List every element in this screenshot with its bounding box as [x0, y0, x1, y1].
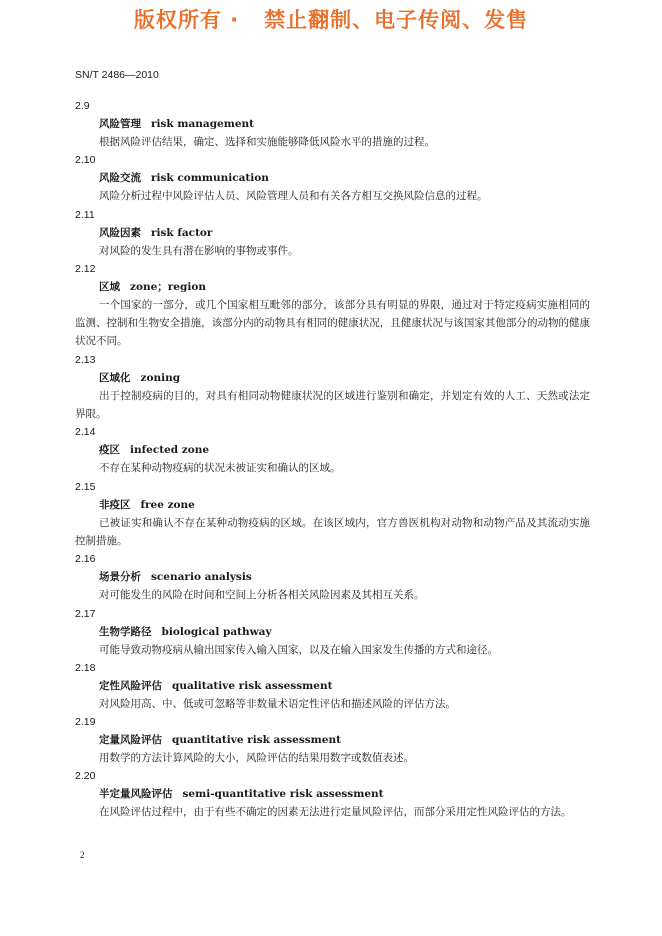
- term-cn: 风险管理: [99, 118, 141, 130]
- term-heading: [75, 623, 590, 641]
- term-en: risk management: [151, 118, 255, 130]
- term-heading: [75, 677, 590, 695]
- term-definition: 风险分析过程中风险评估人员、风险管理人员和有关各方相互交换风险信息的过程。: [99, 190, 488, 203]
- clause-number: 2.15: [75, 480, 96, 493]
- term-definition: 对可能发生的风险在时间和空间上分析各相关风险因素及其相互关系。: [99, 589, 425, 602]
- clause-number: 2.9: [75, 100, 90, 112]
- term-definition: 出于控制疫病的目的，对具有相同动物健康状况的区域进行鉴别和确定，并划定有效的人工、天然或法定界限。: [75, 389, 590, 421]
- clause-number: 2.20: [75, 770, 96, 783]
- term-entry: [75, 97, 590, 151]
- term-en: risk factor: [151, 226, 213, 239]
- term-en: biological pathway: [161, 625, 272, 638]
- clause-number: 2.12: [75, 262, 96, 275]
- copyright-watermark: 版权所有 · 禁止翻制、电子传阅、发售: [133, 8, 529, 32]
- term-entry: [75, 423, 590, 477]
- term-definition: 可能导致动物疫病从输出国家传入输入国家，以及在输入国家发生传播的方式和途径。: [99, 643, 498, 656]
- term-heading: [75, 496, 590, 514]
- term-en: qualitative risk assessment: [172, 679, 333, 692]
- clause-number: 2.17: [75, 607, 96, 620]
- term-cn: 区域: [99, 280, 120, 293]
- term-en: semi-quantitative risk assessment: [182, 788, 384, 801]
- term-entry: [75, 605, 590, 659]
- term-entry: [75, 351, 590, 424]
- clause-number: 2.18: [75, 661, 96, 674]
- term-heading: [75, 785, 590, 803]
- term-definition: 用数学的方法计算风险的大小，风险评估的结果用数字或数值表述。: [99, 752, 414, 765]
- term-cn: 非疫区: [99, 498, 131, 511]
- clause-number: 2.13: [75, 353, 96, 366]
- term-heading: [75, 169, 590, 187]
- clause-number: 2.11: [75, 208, 95, 221]
- term-cn: 定性风险评估: [99, 679, 162, 692]
- term-heading: [75, 224, 590, 242]
- term-entry: [75, 206, 590, 260]
- term-en: infected zone: [130, 444, 210, 457]
- term-cn: 场景分析: [99, 571, 141, 584]
- clause-number: 2.19: [75, 716, 96, 729]
- term-en: risk communication: [151, 172, 269, 185]
- term-entry: [75, 151, 590, 205]
- term-definition: 根据风险评估结果，确定、选择和实施能够降低风险水平的措施的过程。: [99, 136, 435, 148]
- term-definition: 一个国家的一部分，或几个国家相互毗邻的部分，该部分具有明显的界限，通过对于特定疫病实施相同的监测、控制和生物安全措施，该部分内的动物具有相同的健康状况，且健康状况与该国家其他部分的动物的健康状况不同。: [75, 298, 590, 348]
- term-entry: [75, 550, 590, 604]
- term-definition: 对风险用高、中、低或可忽略等非数量术语定性评估和描述风险的评估方法。: [99, 697, 456, 710]
- terms-list: [75, 97, 590, 822]
- clause-number: 2.16: [75, 553, 96, 566]
- term-definition: 对风险的发生具有潜在影响的事物或事件。: [99, 244, 299, 257]
- term-cn: 区域化: [99, 371, 131, 384]
- term-definition: 已被证实和确认不存在某种动物疫病的区域。在该区域内，官方兽医机构对动物和动物产品及其流动实施控制措施。: [75, 516, 590, 547]
- term-heading: [75, 731, 590, 749]
- term-cn: 风险因素: [99, 226, 141, 239]
- term-entry: [75, 478, 590, 551]
- term-entry: [75, 713, 590, 767]
- clause-number: 2.14: [75, 426, 96, 439]
- term-heading: [75, 369, 590, 387]
- standard-code: SN/T 2486—2010: [75, 69, 159, 81]
- term-cn: 半定量风险评估: [99, 788, 173, 801]
- term-heading: [75, 115, 590, 133]
- term-cn: 生物学路径: [99, 625, 152, 638]
- term-cn: 风险交流: [99, 172, 141, 185]
- term-en: scenario analysis: [151, 571, 252, 584]
- term-entry: [75, 260, 590, 351]
- term-cn: 疫区: [99, 444, 120, 457]
- term-heading: [75, 278, 590, 296]
- clause-number: 2.10: [75, 154, 96, 167]
- page-number: 2: [80, 850, 85, 860]
- term-definition: 在风险评估过程中，由于有些不确定的因素无法进行定量风险评估，而部分采用定性风险评估的方法。: [99, 806, 572, 819]
- term-heading: [75, 568, 590, 586]
- term-en: quantitative risk assessment: [172, 734, 341, 747]
- term-heading: [75, 441, 590, 459]
- term-en: zone；region: [130, 280, 206, 293]
- term-definition: 不存在某种动物疫病的状况未被证实和确认的区域。: [99, 462, 341, 475]
- term-entry: [75, 659, 590, 713]
- term-en: zoning: [140, 371, 181, 384]
- term-cn: 定量风险评估: [99, 734, 162, 747]
- term-entry: [75, 767, 590, 821]
- term-en: free zone: [140, 498, 195, 511]
